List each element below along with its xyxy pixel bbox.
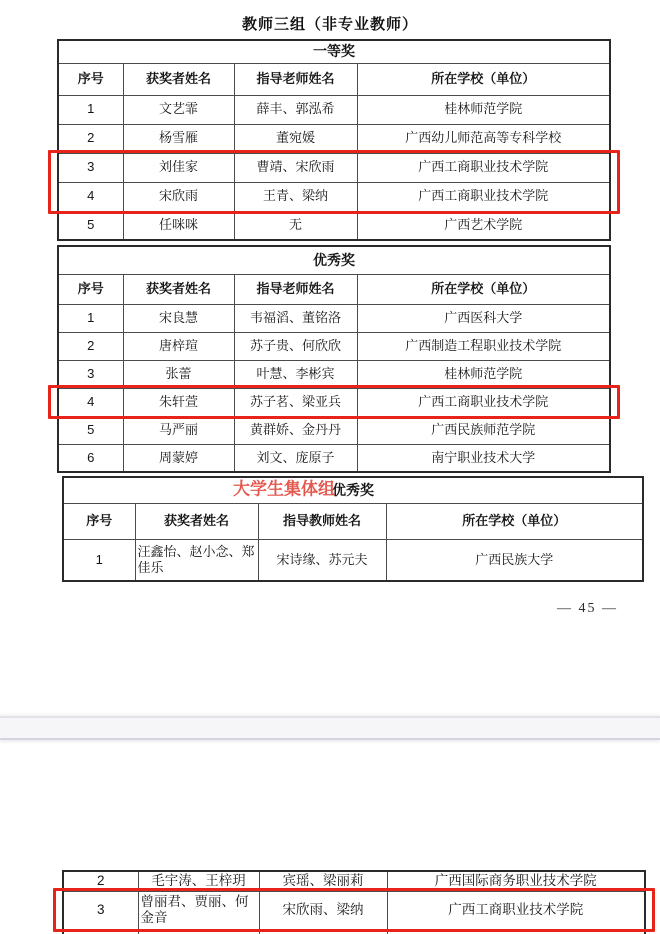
table-cell: 桂林师范学院 [357, 360, 610, 388]
page-title: 教师三组（非专业教师） [241, 16, 418, 33]
column-header: 序号 [63, 503, 135, 539]
banner-row [63, 477, 643, 503]
award-banner [58, 246, 610, 274]
table-row [58, 124, 610, 153]
table-cell: 3 [63, 891, 138, 929]
table-cell: 苏子茗、梁亚兵 [234, 388, 357, 416]
table-cell: 董宛媛 [234, 124, 357, 153]
first-prize-table [57, 39, 611, 241]
table-cell: 宋欣雨、梁纳 [259, 891, 387, 929]
table-row [58, 304, 610, 332]
table-cell: 3 [58, 153, 123, 182]
table-cell: 王青、梁纳 [234, 182, 357, 211]
table-cell: 广西民族大学 [386, 539, 643, 581]
column-header: 指导教师姓名 [258, 503, 386, 539]
table-cell: 张蕾 [123, 360, 234, 388]
table-cell: 广西幼儿师范高等专科学校 [357, 124, 610, 153]
table-cell: 2 [63, 871, 138, 891]
banner-row [58, 246, 610, 274]
table-cell: 无 [234, 211, 357, 240]
column-header: 指导老师姓名 [234, 63, 357, 95]
table-cell: 广西制造工程职业技术学院 [357, 332, 610, 360]
page-number: — 45 — [557, 601, 618, 616]
excellence-award-table [57, 245, 611, 473]
table-cell: 曹靖、宋欣雨 [234, 153, 357, 182]
banner-text: 优秀奖 [313, 251, 355, 268]
column-header: 序号 [58, 274, 123, 304]
table-row [58, 182, 610, 211]
student-group-table [62, 476, 644, 582]
table-cell: 唐梓瑄 [123, 332, 234, 360]
table-cell: 桂林师范学院 [357, 95, 610, 124]
table-cell [387, 929, 645, 934]
table-cell: 1 [58, 95, 123, 124]
column-header: 获奖者姓名 [135, 503, 258, 539]
table-cell: 韦福滔、董铭洛 [234, 304, 357, 332]
table-row [63, 871, 645, 891]
table-cell [259, 929, 387, 934]
table-cell: 刘文、庞原子 [234, 444, 357, 472]
table-cell [63, 929, 138, 934]
table-cell: 宋良慧 [123, 304, 234, 332]
continued-group-table [62, 870, 646, 934]
column-header: 指导老师姓名 [234, 274, 357, 304]
table-cell [138, 929, 259, 934]
table-row [58, 388, 610, 416]
column-header: 所在学校（单位） [357, 63, 610, 95]
table-row [63, 539, 643, 581]
table-cell: 5 [58, 211, 123, 240]
header-row [63, 503, 643, 539]
table-cell: 广西工商职业技术学院 [357, 388, 610, 416]
table-cell: 广西艺术学院 [357, 211, 610, 240]
banner-text: 优秀奖 [332, 481, 374, 498]
group-label-annotation: 大学生集体组 [233, 479, 335, 499]
column-header: 获奖者姓名 [123, 63, 234, 95]
partial-clipped-row [63, 929, 645, 934]
table-cell: 5 [58, 416, 123, 444]
table-cell: 1 [63, 539, 135, 581]
table-cell: 广西医科大学 [357, 304, 610, 332]
table-row [58, 332, 610, 360]
table-cell: 广西民族师范学院 [357, 416, 610, 444]
table-cell: 毛宇涛、王梓玥 [138, 871, 259, 891]
table-cell: 马严丽 [123, 416, 234, 444]
table-cell: 薛丰、郭泓希 [234, 95, 357, 124]
table-cell: 4 [58, 388, 123, 416]
table-row [58, 95, 610, 124]
award-banner [58, 40, 610, 63]
table-cell: 叶慧、李彬宾 [234, 360, 357, 388]
banner-text: 一等奖 [313, 43, 355, 59]
table-cell: 杨雪雁 [123, 124, 234, 153]
column-header: 获奖者姓名 [123, 274, 234, 304]
table-cell: 3 [58, 360, 123, 388]
page-separator [0, 716, 660, 740]
table-cell: 任咪咪 [123, 211, 234, 240]
table-cell: 宋欣雨 [123, 182, 234, 211]
table-cell: 广西工商职业技术学院 [357, 153, 610, 182]
table-row [58, 211, 610, 240]
table-cell: 4 [58, 182, 123, 211]
table-cell: 宾瑶、梁丽莉 [259, 871, 387, 891]
table-cell: 1 [58, 304, 123, 332]
table-row [58, 360, 610, 388]
table-cell: 2 [58, 332, 123, 360]
table-cell: 朱轩萱 [123, 388, 234, 416]
header-row [58, 274, 610, 304]
table-cell: 文艺霏 [123, 95, 234, 124]
banner-row [58, 40, 610, 63]
column-header: 所在学校（单位） [357, 274, 610, 304]
table-cell: 6 [58, 444, 123, 472]
award-banner [63, 477, 643, 503]
table-cell: 曾丽君、贾丽、何金音 [138, 891, 259, 929]
table-cell: 黄群娇、金丹丹 [234, 416, 357, 444]
table-row [63, 891, 645, 929]
table-cell: 汪鑫怡、赵小念、郑佳乐 [135, 539, 258, 581]
table-cell: 2 [58, 124, 123, 153]
table-row [58, 153, 610, 182]
header-row [58, 63, 610, 95]
column-header: 所在学校（单位） [386, 503, 643, 539]
table-cell: 广西工商职业技术学院 [357, 182, 610, 211]
table-cell: 刘佳家 [123, 153, 234, 182]
table-row [58, 416, 610, 444]
table-cell: 苏子贵、何欣欣 [234, 332, 357, 360]
table-cell: 广西工商职业技术学院 [387, 891, 645, 929]
table-row [58, 444, 610, 472]
column-header: 序号 [58, 63, 123, 95]
table-cell: 宋诗缘、苏元夫 [258, 539, 386, 581]
table-cell: 南宁职业技术大学 [357, 444, 610, 472]
table-cell: 广西国际商务职业技术学院 [387, 871, 645, 891]
table-cell: 周蒙婷 [123, 444, 234, 472]
